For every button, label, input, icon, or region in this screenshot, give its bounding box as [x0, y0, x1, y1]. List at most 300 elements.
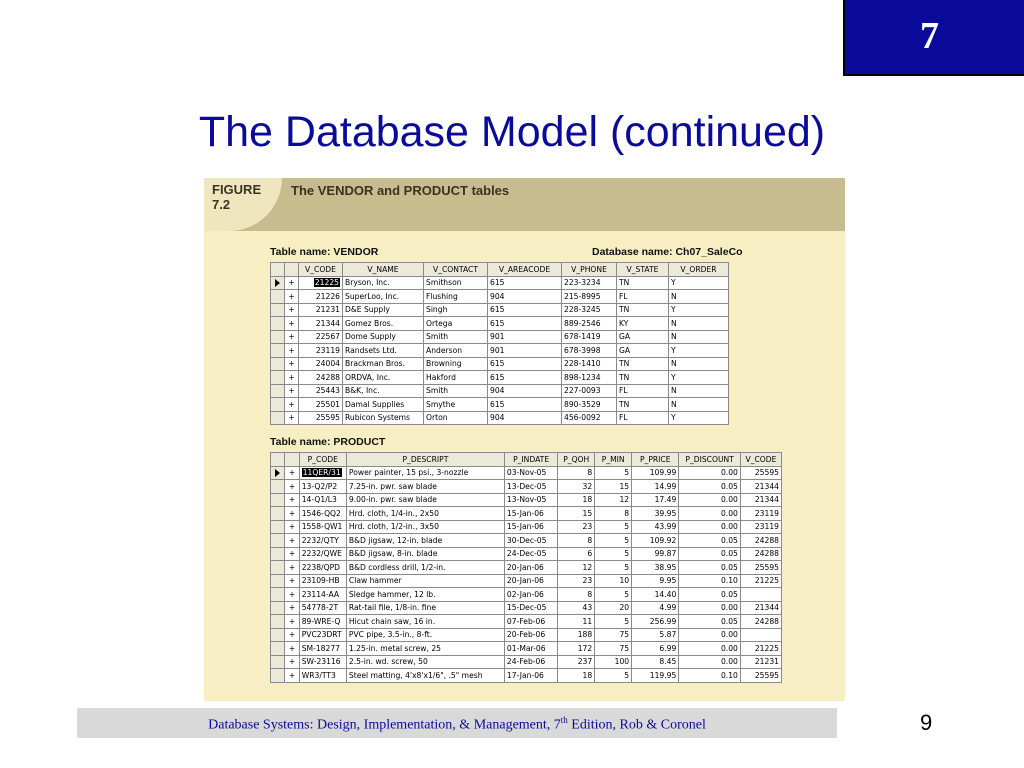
- row-selector[interactable]: [271, 561, 285, 575]
- table-cell[interactable]: 5.87: [632, 628, 679, 642]
- column-header[interactable]: V_ORDER: [669, 263, 729, 277]
- table-cell[interactable]: 5: [595, 534, 632, 548]
- table-cell[interactable]: 237: [558, 655, 595, 669]
- table-cell[interactable]: Bryson, Inc.: [343, 276, 424, 290]
- column-header[interactable]: V_STATE: [617, 263, 669, 277]
- table-cell[interactable]: 228-1410: [562, 357, 617, 371]
- table-cell[interactable]: Hrd. cloth, 1/2-in., 3x50: [346, 520, 504, 534]
- row-selector[interactable]: [271, 642, 285, 656]
- table-cell[interactable]: 0.00: [679, 601, 741, 615]
- table-row[interactable]: [271, 384, 729, 398]
- table-cell[interactable]: [740, 588, 781, 602]
- expand-plus-icon[interactable]: +: [285, 384, 299, 398]
- table-row[interactable]: [271, 317, 729, 331]
- table-cell[interactable]: 20-Feb-06: [504, 628, 557, 642]
- table-cell[interactable]: 23109-HB: [299, 574, 346, 588]
- table-cell[interactable]: 889-2546: [562, 317, 617, 331]
- table-cell[interactable]: 9.95: [632, 574, 679, 588]
- expand-plus-icon[interactable]: +: [285, 628, 299, 642]
- table-row[interactable]: [271, 588, 782, 602]
- table-cell[interactable]: 21344: [740, 601, 781, 615]
- table-cell[interactable]: 4.99: [632, 601, 679, 615]
- row-selector[interactable]: [271, 534, 285, 548]
- table-cell[interactable]: 678-3998: [562, 344, 617, 358]
- table-cell[interactable]: 615: [488, 303, 562, 317]
- table-cell[interactable]: 13-Q2/P2: [299, 480, 346, 494]
- table-cell[interactable]: 18: [558, 493, 595, 507]
- table-cell[interactable]: 1546-QQ2: [299, 507, 346, 521]
- table-cell[interactable]: 256.99: [632, 615, 679, 629]
- row-selector[interactable]: [271, 357, 285, 371]
- table-cell[interactable]: 25595: [740, 466, 781, 480]
- table-cell[interactable]: 14-Q1/L3: [299, 493, 346, 507]
- table-row[interactable]: [271, 507, 782, 521]
- table-cell[interactable]: 21226: [299, 290, 343, 304]
- table-row[interactable]: [271, 561, 782, 575]
- table-cell[interactable]: Rubicon Systems: [343, 411, 424, 425]
- table-cell[interactable]: 119.95: [632, 669, 679, 683]
- table-cell[interactable]: 904: [488, 290, 562, 304]
- row-selector[interactable]: [271, 628, 285, 642]
- column-header[interactable]: P_PRICE: [632, 453, 679, 467]
- expand-plus-icon[interactable]: +: [285, 344, 299, 358]
- table-row[interactable]: [271, 534, 782, 548]
- table-cell[interactable]: Dome Supply: [343, 330, 424, 344]
- table-cell[interactable]: B&D jigsaw, 12-in. blade: [346, 534, 504, 548]
- table-cell[interactable]: 0.00: [679, 520, 741, 534]
- table-cell[interactable]: 24004: [299, 357, 343, 371]
- row-selector[interactable]: [271, 411, 285, 425]
- table-cell[interactable]: 0.00: [679, 466, 741, 480]
- table-cell[interactable]: GA: [617, 344, 669, 358]
- table-cell[interactable]: Gomez Bros.: [343, 317, 424, 331]
- table-cell[interactable]: 13-Nov-05: [504, 493, 557, 507]
- table-cell[interactable]: 23: [558, 520, 595, 534]
- table-cell[interactable]: N: [669, 398, 729, 412]
- table-cell[interactable]: 0.00: [679, 642, 741, 656]
- table-cell[interactable]: 99.87: [632, 547, 679, 561]
- expand-plus-icon[interactable]: +: [285, 669, 299, 683]
- table-cell[interactable]: 904: [488, 411, 562, 425]
- table-cell[interactable]: 172: [558, 642, 595, 656]
- table-cell[interactable]: 5: [595, 588, 632, 602]
- expand-plus-icon[interactable]: +: [285, 547, 299, 561]
- table-cell[interactable]: Flushing: [424, 290, 488, 304]
- table-cell[interactable]: 6.99: [632, 642, 679, 656]
- table-cell[interactable]: TN: [617, 371, 669, 385]
- table-cell[interactable]: 39.95: [632, 507, 679, 521]
- table-cell[interactable]: 25595: [299, 411, 343, 425]
- row-selector[interactable]: [271, 466, 285, 480]
- row-selector[interactable]: [271, 398, 285, 412]
- table-cell[interactable]: 23119: [740, 507, 781, 521]
- table-cell[interactable]: Orton: [424, 411, 488, 425]
- table-cell[interactable]: 30-Dec-05: [504, 534, 557, 548]
- table-cell[interactable]: FL: [617, 411, 669, 425]
- table-cell[interactable]: Smith: [424, 384, 488, 398]
- table-cell[interactable]: 227-0093: [562, 384, 617, 398]
- table-cell[interactable]: 0.00: [679, 628, 741, 642]
- row-selector[interactable]: [271, 480, 285, 494]
- table-cell[interactable]: Smythe: [424, 398, 488, 412]
- table-cell[interactable]: 21344: [740, 493, 781, 507]
- column-header[interactable]: P_QOH: [558, 453, 595, 467]
- table-cell[interactable]: 24-Feb-06: [504, 655, 557, 669]
- table-cell[interactable]: 2232/QTY: [299, 534, 346, 548]
- expand-plus-icon[interactable]: +: [285, 480, 299, 494]
- table-cell[interactable]: 01-Mar-06: [504, 642, 557, 656]
- table-cell[interactable]: 5: [595, 520, 632, 534]
- table-row[interactable]: [271, 615, 782, 629]
- table-cell[interactable]: Browning: [424, 357, 488, 371]
- table-cell[interactable]: 20-Jan-06: [504, 574, 557, 588]
- table-row[interactable]: [271, 520, 782, 534]
- expand-plus-icon[interactable]: +: [285, 520, 299, 534]
- expand-plus-icon[interactable]: +: [285, 371, 299, 385]
- row-selector[interactable]: [271, 276, 285, 290]
- row-selector[interactable]: [271, 317, 285, 331]
- table-cell[interactable]: 32: [558, 480, 595, 494]
- table-cell[interactable]: 25501: [299, 398, 343, 412]
- table-cell[interactable]: 15-Jan-06: [504, 507, 557, 521]
- table-cell[interactable]: Steel matting, 4'x8'x1/6", .5" mesh: [346, 669, 504, 683]
- expand-plus-icon[interactable]: +: [285, 601, 299, 615]
- table-cell[interactable]: 9.00-in. pwr. saw blade: [346, 493, 504, 507]
- table-cell[interactable]: 15: [558, 507, 595, 521]
- table-row[interactable]: [271, 276, 729, 290]
- table-cell[interactable]: 21225: [740, 642, 781, 656]
- table-cell[interactable]: PVC pipe, 3.5-in., 8-ft.: [346, 628, 504, 642]
- expand-plus-icon[interactable]: +: [285, 330, 299, 344]
- expand-plus-icon[interactable]: +: [285, 290, 299, 304]
- table-cell[interactable]: 5: [595, 561, 632, 575]
- table-cell[interactable]: 678-1419: [562, 330, 617, 344]
- table-cell[interactable]: Sledge hammer, 12 lb.: [346, 588, 504, 602]
- table-cell[interactable]: 0.05: [679, 547, 741, 561]
- table-cell[interactable]: 0.05: [679, 561, 741, 575]
- expand-plus-icon[interactable]: +: [285, 493, 299, 507]
- row-selector[interactable]: [271, 574, 285, 588]
- table-cell[interactable]: 8: [558, 466, 595, 480]
- table-cell[interactable]: 109.92: [632, 534, 679, 548]
- table-cell[interactable]: GA: [617, 330, 669, 344]
- row-selector[interactable]: [271, 520, 285, 534]
- table-cell[interactable]: ORDVA, Inc.: [343, 371, 424, 385]
- expand-plus-icon[interactable]: +: [285, 615, 299, 629]
- table-cell[interactable]: 188: [558, 628, 595, 642]
- table-cell[interactable]: 89-WRE-Q: [299, 615, 346, 629]
- table-cell[interactable]: 23119: [299, 344, 343, 358]
- table-cell[interactable]: 20: [595, 601, 632, 615]
- table-cell[interactable]: 18: [558, 669, 595, 683]
- column-header[interactable]: V_AREACODE: [488, 263, 562, 277]
- row-selector[interactable]: [271, 507, 285, 521]
- table-cell[interactable]: Hicut chain saw, 16 in.: [346, 615, 504, 629]
- table-cell[interactable]: 43.99: [632, 520, 679, 534]
- table-cell[interactable]: [299, 466, 346, 480]
- table-cell[interactable]: Ortega: [424, 317, 488, 331]
- table-cell[interactable]: 0.05: [679, 588, 741, 602]
- row-selector[interactable]: [271, 303, 285, 317]
- table-cell[interactable]: 901: [488, 344, 562, 358]
- table-cell[interactable]: 615: [488, 276, 562, 290]
- row-selector[interactable]: [271, 493, 285, 507]
- expand-plus-icon[interactable]: +: [285, 317, 299, 331]
- row-selector[interactable]: [271, 344, 285, 358]
- table-cell[interactable]: 03-Nov-05: [504, 466, 557, 480]
- table-cell[interactable]: TN: [617, 276, 669, 290]
- row-selector[interactable]: [271, 669, 285, 683]
- table-cell[interactable]: Hakford: [424, 371, 488, 385]
- table-row[interactable]: [271, 371, 729, 385]
- table-cell[interactable]: 890-3529: [562, 398, 617, 412]
- row-selector[interactable]: [271, 655, 285, 669]
- table-cell[interactable]: 21231: [740, 655, 781, 669]
- table-cell[interactable]: 02-Jan-06: [504, 588, 557, 602]
- table-row[interactable]: [271, 574, 782, 588]
- expand-plus-icon[interactable]: +: [285, 642, 299, 656]
- expand-plus-icon[interactable]: +: [285, 398, 299, 412]
- table-cell[interactable]: 0.00: [679, 655, 741, 669]
- table-cell[interactable]: 24288: [740, 615, 781, 629]
- table-row[interactable]: [271, 642, 782, 656]
- table-cell[interactable]: 23119: [740, 520, 781, 534]
- table-cell[interactable]: 456-0092: [562, 411, 617, 425]
- table-cell[interactable]: [740, 628, 781, 642]
- table-cell[interactable]: 109.99: [632, 466, 679, 480]
- table-cell[interactable]: D&E Supply: [343, 303, 424, 317]
- table-cell[interactable]: 38.95: [632, 561, 679, 575]
- table-cell[interactable]: FL: [617, 290, 669, 304]
- table-cell[interactable]: Rat-tail file, 1/8-in. fine: [346, 601, 504, 615]
- expand-plus-icon[interactable]: +: [285, 357, 299, 371]
- table-row[interactable]: [271, 655, 782, 669]
- table-cell[interactable]: N: [669, 330, 729, 344]
- table-cell[interactable]: 10: [595, 574, 632, 588]
- expand-plus-icon[interactable]: +: [285, 303, 299, 317]
- column-header[interactable]: P_CODE: [299, 453, 346, 467]
- table-cell[interactable]: 100: [595, 655, 632, 669]
- table-cell[interactable]: Power painter, 15 psi., 3-nozzle: [346, 466, 504, 480]
- table-row[interactable]: [271, 290, 729, 304]
- table-cell[interactable]: 75: [595, 628, 632, 642]
- expand-plus-icon[interactable]: +: [285, 574, 299, 588]
- row-selector[interactable]: [271, 290, 285, 304]
- table-cell[interactable]: 615: [488, 398, 562, 412]
- table-cell[interactable]: 22567: [299, 330, 343, 344]
- table-cell[interactable]: 21225: [740, 574, 781, 588]
- table-cell[interactable]: TN: [617, 357, 669, 371]
- table-cell[interactable]: 17-Jan-06: [504, 669, 557, 683]
- table-row[interactable]: [271, 669, 782, 683]
- column-header[interactable]: P_DISCOUNT: [679, 453, 741, 467]
- table-cell[interactable]: 904: [488, 384, 562, 398]
- table-cell[interactable]: Singh: [424, 303, 488, 317]
- table-cell[interactable]: 901: [488, 330, 562, 344]
- row-selector[interactable]: [271, 588, 285, 602]
- row-selector[interactable]: [271, 371, 285, 385]
- table-cell[interactable]: B&D cordless drill, 1/2-in.: [346, 561, 504, 575]
- table-cell[interactable]: 0.05: [679, 615, 741, 629]
- table-cell[interactable]: 13-Dec-05: [504, 480, 557, 494]
- table-cell[interactable]: WR3/TT3: [299, 669, 346, 683]
- table-cell[interactable]: 5: [595, 669, 632, 683]
- table-cell[interactable]: N: [669, 317, 729, 331]
- table-cell[interactable]: 615: [488, 357, 562, 371]
- column-header[interactable]: P_INDATE: [504, 453, 557, 467]
- table-cell[interactable]: 15-Dec-05: [504, 601, 557, 615]
- table-cell[interactable]: B&D jigsaw, 8-in. blade: [346, 547, 504, 561]
- expand-plus-icon[interactable]: +: [285, 276, 299, 290]
- table-cell[interactable]: 615: [488, 317, 562, 331]
- expand-plus-icon[interactable]: +: [285, 411, 299, 425]
- expand-plus-icon[interactable]: +: [285, 655, 299, 669]
- row-selector[interactable]: [271, 330, 285, 344]
- table-cell[interactable]: 8: [558, 534, 595, 548]
- table-cell[interactable]: 1558-QW1: [299, 520, 346, 534]
- table-cell[interactable]: 223-3234: [562, 276, 617, 290]
- table-cell[interactable]: 23114-AA: [299, 588, 346, 602]
- table-cell[interactable]: 8: [595, 507, 632, 521]
- column-header[interactable]: V_PHONE: [562, 263, 617, 277]
- table-cell[interactable]: 6: [558, 547, 595, 561]
- table-cell[interactable]: 5: [595, 547, 632, 561]
- table-cell[interactable]: 1.25-in. metal screw, 25: [346, 642, 504, 656]
- table-row[interactable]: [271, 344, 729, 358]
- table-cell[interactable]: Brackman Bros.: [343, 357, 424, 371]
- table-row[interactable]: [271, 411, 729, 425]
- table-cell[interactable]: 24-Dec-05: [504, 547, 557, 561]
- table-row[interactable]: [271, 480, 782, 494]
- column-header[interactable]: V_CODE: [299, 263, 343, 277]
- table-cell[interactable]: Randsets Ltd.: [343, 344, 424, 358]
- table-cell[interactable]: 12: [558, 561, 595, 575]
- table-cell[interactable]: 23: [558, 574, 595, 588]
- table-cell[interactable]: Y: [669, 303, 729, 317]
- table-cell[interactable]: Smithson: [424, 276, 488, 290]
- column-header[interactable]: V_CONTACT: [424, 263, 488, 277]
- expand-plus-icon[interactable]: +: [285, 466, 299, 480]
- table-cell[interactable]: 14.40: [632, 588, 679, 602]
- table-cell[interactable]: TN: [617, 398, 669, 412]
- table-cell[interactable]: 0.05: [679, 480, 741, 494]
- table-cell[interactable]: 228-3245: [562, 303, 617, 317]
- expand-plus-icon[interactable]: +: [285, 561, 299, 575]
- table-cell[interactable]: 24288: [299, 371, 343, 385]
- table-cell[interactable]: 54778-2T: [299, 601, 346, 615]
- table-cell[interactable]: 8.45: [632, 655, 679, 669]
- table-cell[interactable]: 5: [595, 466, 632, 480]
- table-cell[interactable]: 5: [595, 615, 632, 629]
- table-row[interactable]: [271, 398, 729, 412]
- table-cell[interactable]: 20-Jan-06: [504, 561, 557, 575]
- table-cell[interactable]: N: [669, 357, 729, 371]
- expand-plus-icon[interactable]: +: [285, 507, 299, 521]
- table-row[interactable]: [271, 547, 782, 561]
- table-cell[interactable]: B&K, Inc.: [343, 384, 424, 398]
- table-cell[interactable]: TN: [617, 303, 669, 317]
- table-cell[interactable]: Y: [669, 411, 729, 425]
- table-cell[interactable]: 43: [558, 601, 595, 615]
- table-row[interactable]: [271, 466, 782, 480]
- table-cell[interactable]: SW-23116: [299, 655, 346, 669]
- table-cell[interactable]: N: [669, 384, 729, 398]
- table-cell[interactable]: 24288: [740, 547, 781, 561]
- table-row[interactable]: [271, 303, 729, 317]
- table-row[interactable]: [271, 628, 782, 642]
- table-cell[interactable]: 21231: [299, 303, 343, 317]
- table-cell[interactable]: FL: [617, 384, 669, 398]
- table-cell[interactable]: 0.00: [679, 507, 741, 521]
- table-cell[interactable]: 21344: [299, 317, 343, 331]
- expand-plus-icon[interactable]: +: [285, 534, 299, 548]
- table-row[interactable]: [271, 330, 729, 344]
- table-cell[interactable]: 24288: [740, 534, 781, 548]
- table-cell[interactable]: 17.49: [632, 493, 679, 507]
- table-cell[interactable]: 12: [595, 493, 632, 507]
- column-header[interactable]: P_DESCRIPT: [346, 453, 504, 467]
- table-cell[interactable]: [299, 276, 343, 290]
- table-cell[interactable]: 07-Feb-06: [504, 615, 557, 629]
- table-cell[interactable]: 2238/QPD: [299, 561, 346, 575]
- table-cell[interactable]: 21344: [740, 480, 781, 494]
- table-cell[interactable]: Y: [669, 371, 729, 385]
- table-cell[interactable]: 0.10: [679, 574, 741, 588]
- column-header[interactable]: V_NAME: [343, 263, 424, 277]
- table-cell[interactable]: Damal Supplies: [343, 398, 424, 412]
- table-cell[interactable]: Y: [669, 344, 729, 358]
- column-header[interactable]: V_CODE: [740, 453, 781, 467]
- table-cell[interactable]: 898-1234: [562, 371, 617, 385]
- table-cell[interactable]: 615: [488, 371, 562, 385]
- table-cell[interactable]: 0.10: [679, 669, 741, 683]
- table-cell[interactable]: 2232/QWE: [299, 547, 346, 561]
- table-cell[interactable]: 75: [595, 642, 632, 656]
- column-header[interactable]: P_MIN: [595, 453, 632, 467]
- table-cell[interactable]: 2.5-in. wd. screw, 50: [346, 655, 504, 669]
- table-cell[interactable]: 25443: [299, 384, 343, 398]
- row-selector[interactable]: [271, 601, 285, 615]
- row-selector[interactable]: [271, 615, 285, 629]
- table-cell[interactable]: Claw hammer: [346, 574, 504, 588]
- table-row[interactable]: [271, 357, 729, 371]
- table-cell[interactable]: PVC23DRT: [299, 628, 346, 642]
- table-cell[interactable]: Smith: [424, 330, 488, 344]
- table-cell[interactable]: Anderson: [424, 344, 488, 358]
- table-cell[interactable]: 7.25-in. pwr. saw blade: [346, 480, 504, 494]
- table-cell[interactable]: 15-Jan-06: [504, 520, 557, 534]
- table-row[interactable]: [271, 493, 782, 507]
- table-cell[interactable]: SuperLoo, Inc.: [343, 290, 424, 304]
- table-cell[interactable]: KY: [617, 317, 669, 331]
- table-cell[interactable]: N: [669, 290, 729, 304]
- table-cell[interactable]: 15: [595, 480, 632, 494]
- table-cell[interactable]: 0.00: [679, 493, 741, 507]
- table-cell[interactable]: 25595: [740, 669, 781, 683]
- expand-plus-icon[interactable]: +: [285, 588, 299, 602]
- table-cell[interactable]: 8: [558, 588, 595, 602]
- table-cell[interactable]: 11: [558, 615, 595, 629]
- table-cell[interactable]: 215-8995: [562, 290, 617, 304]
- row-selector[interactable]: [271, 384, 285, 398]
- table-cell[interactable]: Hrd. cloth, 1/4-in., 2x50: [346, 507, 504, 521]
- table-cell[interactable]: SM-18277: [299, 642, 346, 656]
- table-cell[interactable]: 0.05: [679, 534, 741, 548]
- table-cell[interactable]: Y: [669, 276, 729, 290]
- table-cell[interactable]: 25595: [740, 561, 781, 575]
- table-row[interactable]: [271, 601, 782, 615]
- table-cell[interactable]: 14.99: [632, 480, 679, 494]
